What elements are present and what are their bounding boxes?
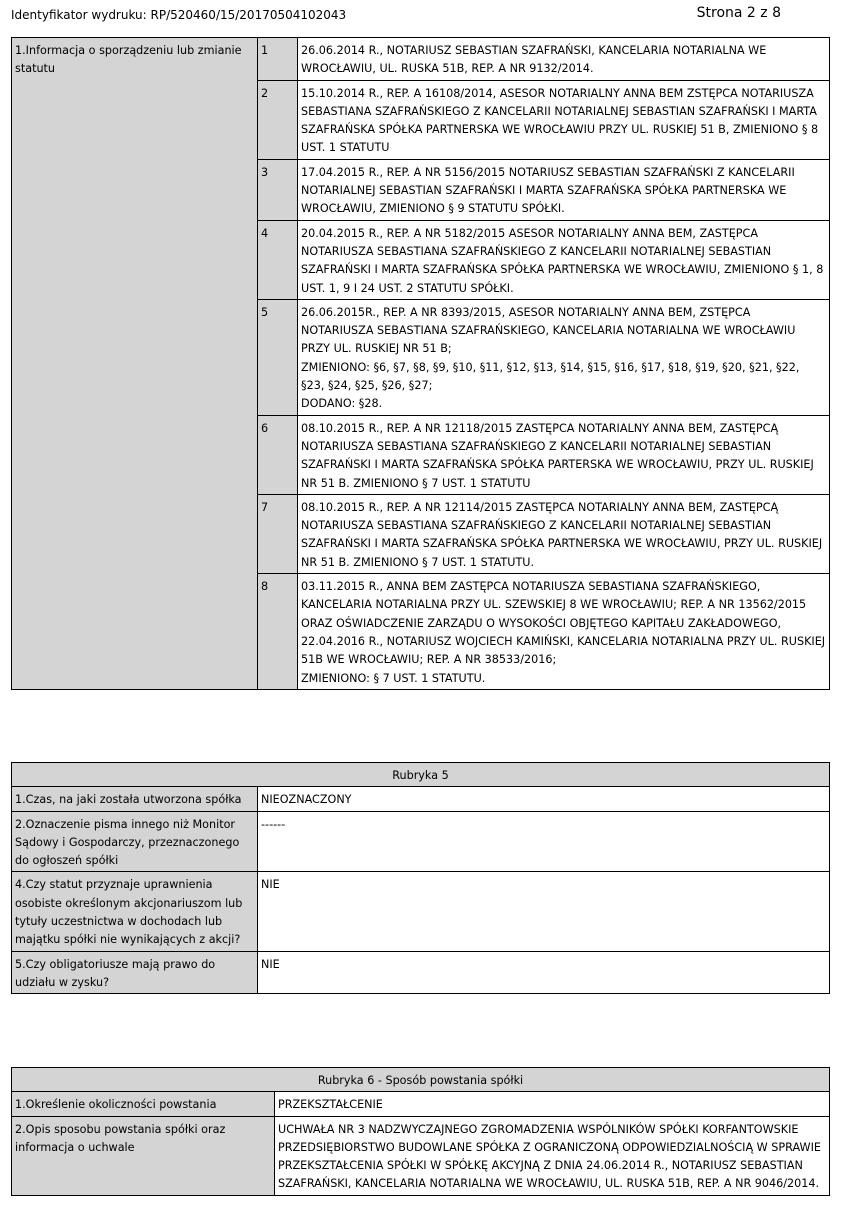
entry-text: 20.04.2015 R., REP. A NR 5182/2015 ASESOR NOTARIALNY ANNA BEM, ZASTĘPCA NOTARIUSZA SEBASTIANA SZAFRAŃSKIEGO Z KANCELARII NOTARIALNEJ SEBASTIAN SZAFRAŃSKI I MARTA SZAFRAŃSKA SPÓŁKA PARTNERSKA WE WROCŁAWIU, ZMIENIONO § 1, 8 UST. 1, 9 I 24 UST. 2 STATUTU SPÓŁKI. (298, 220, 830, 299)
entry-number: 3 (258, 159, 298, 220)
entry-text: 08.10.2015 R., REP. A NR 12118/2015 ZASTĘPCA NOTARIALNY ANNA BEM, ZASTĘPCĄ NOTARIUSZA SEBASTIANA SZAFRAŃSKIEGO Z KANCELARII NOTARIALNEJ SEBASTIAN SZAFRAŃSKI I MARTA SZAFRAŃSKA SPÓŁKA PARTERSKA WE WROCŁAWIU, PRZY UL. RUSKIEJ NR 51 B. ZMIENIONO § 7 UST. 1 STATUTU (298, 415, 830, 494)
entry-number: 1 (258, 38, 298, 81)
entry-text: 15.10.2014 R., REP. A 16108/2014, ASESOR NOTARIALNY ANNA BEM ZSTĘPCA NOTARIUSZA SEBASTIANA SZAFRAŃSKIEGO Z KANCELARII NOTARIALNEJ SEBASTIAN SZAFRAŃSKI I MARTA SZAFRAŃSKA SPÓŁKA PARTNERSKA WE WROCŁAWIU PRZY UL. RUSKIEJ 51 B, ZMIENIONO § 8 UST. 1 STATUTU (298, 80, 830, 159)
entry-text: 26.06.2015R., REP. A NR 8393/2015, ASESOR NOTARIALNY ANNA BEM, ZSTĘPCA NOTARIUSZA SEBASTIANA SZAFRAŃSKIEGO, KANCELARIA NOTARIALNA WE WROCŁAWIU PRZY UL. RUSKIEJ NR 51 B; ZMIENIONO: §6, §7, §8, §9, §10, §11, §12, §13, §14, §15, §16, §17, §18, §19, §20, §21, §22, §23, §24, §25, §26, §27; DODANO: §28. (298, 299, 830, 415)
entry-text: 03.11.2015 R., ANNA BEM ZASTĘPCA NOTARIUSZA SEBASTIANA SZAFRAŃSKIEGO, KANCELARIA NOTARIALNA PRZY UL. SZEWSKIEJ 8 WE WROCŁAWIU; REP. A NR 13562/2015 ORAZ OŚWIADCZENIE ZARZĄDU O WYSOKOŚCI OBJĘTEGO KAPITAŁU ZAKŁADOWEGO, 22.04.2016 R., NOTARIUSZ WOJCIECH KAMIŃSKI, KANCELARIA NOTARIALNA PRZY UL. RUSKIEJ 51B WE WROCŁAWIU; REP. A NR 38533/2016; ZMIENIONO: § 7 UST. 1 STATUTU. (298, 574, 830, 690)
entry-number: 8 (258, 574, 298, 690)
field-value: ------ (258, 811, 830, 872)
table-row (12, 1092, 830, 1116)
table-row (12, 1116, 830, 1195)
table-row (12, 787, 830, 811)
field-value: PRZEKSZTAŁCENIE (275, 1092, 830, 1116)
table-row (12, 872, 830, 951)
statute-row (12, 38, 830, 81)
rubryka-5-table (11, 762, 830, 994)
statute-table (11, 37, 830, 690)
field-label: 1.Określenie okoliczności powstania (12, 1092, 275, 1116)
entry-text: 17.04.2015 R., REP. A NR 5156/2015 NOTARIUSZ SEBASTIAN SZAFRAŃSKI Z KANCELARII NOTARIALNEJ SEBASTIAN SZAFRAŃSKI I MARTA SZAFRAŃSKA SPÓŁKA PARTNERSKA WE WROCŁAWIU, ZMIENIONO § 9 STATUTU SPÓŁKI. (298, 159, 830, 220)
rubryka-6-title: Rubryka 6 - Sposób powstania spółki (12, 1068, 830, 1092)
rubryka-5-title: Rubryka 5 (12, 763, 830, 787)
page-number: Strona 2 z 8 (696, 5, 781, 21)
field-value: NIEOZNACZONY (258, 787, 830, 811)
entry-text: 08.10.2015 R., REP. A NR 12114/2015 ZASTĘPCA NOTARIALNY ANNA BEM, ZASTĘPCĄ NOTARIUSZA SEBASTIANA SZAFRAŃSKIEGO Z KANCELARII NOTARIALNEJ SEBASTIAN SZAFRAŃSKI I MARTA SZAFRAŃSKA SPÓŁKA PARTNERSKA WE WROCŁAWIU, PRZY UL. RUSKIEJ NR 51 B. ZMIENIONO § 7 UST. 1 STATUTU. (298, 494, 830, 573)
statute-label: 1.Informacja o sporządzeniu lub zmianie statutu (12, 38, 258, 690)
entry-number: 2 (258, 80, 298, 159)
print-identifier: Identyfikator wydruku: RP/520460/15/20170504102043 (11, 8, 347, 22)
field-label: 2.Opis sposobu powstania spółki oraz informacja o uchwale (12, 1116, 275, 1195)
table-row (12, 811, 830, 872)
entry-text: 26.06.2014 R., NOTARIUSZ SEBASTIAN SZAFRAŃSKI, KANCELARIA NOTARIALNA WE WROCŁAWIU, UL. RUSKA 51B, REP. A NR 9132/2014. (298, 38, 830, 81)
field-value: NIE (258, 951, 830, 994)
entry-number: 6 (258, 415, 298, 494)
field-value: NIE (258, 872, 830, 951)
field-label: 4.Czy statut przyznaje uprawnienia osobiste określonym akcjonariuszom lub tytuły uczestnictwa w dochodach lub majątku spółki nie wynikających z akcji? (12, 872, 258, 951)
rubryka-6-table (11, 1067, 830, 1196)
table-row (12, 951, 830, 994)
field-label: 1.Czas, na jaki została utworzona spółka (12, 787, 258, 811)
entry-number: 4 (258, 220, 298, 299)
field-value: UCHWAŁA NR 3 NADZWYCZAJNEGO ZGROMADZENIA WSPÓLNIKÓW SPÓŁKI KORFANTOWSKIE PRZEDSIĘBIORSTWO BUDOWLANE SPÓŁKA Z OGRANICZONĄ ODPOWIEDZIALNOŚCIĄ W SPRAWIE PRZEKSZTAŁCENIA SPÓŁKI W SPÓŁKĘ AKCYJNĄ Z DNIA 24.06.2014 R., NOTARIUSZ SEBASTIAN SZAFRAŃSKI, KANCELARIA NOTARIALNA WE WROCŁAWIU, UL. RUSKA 51B, REP. A NR 9046/2014. (275, 1116, 830, 1195)
field-label: 2.Oznaczenie pisma innego niż Monitor Sądowy i Gospodarczy, przeznaczonego do ogłoszeń spółki (12, 811, 258, 872)
entry-number: 7 (258, 494, 298, 573)
entry-number: 5 (258, 299, 298, 415)
field-label: 5.Czy obligatoriusze mają prawo do udziału w zysku? (12, 951, 258, 994)
